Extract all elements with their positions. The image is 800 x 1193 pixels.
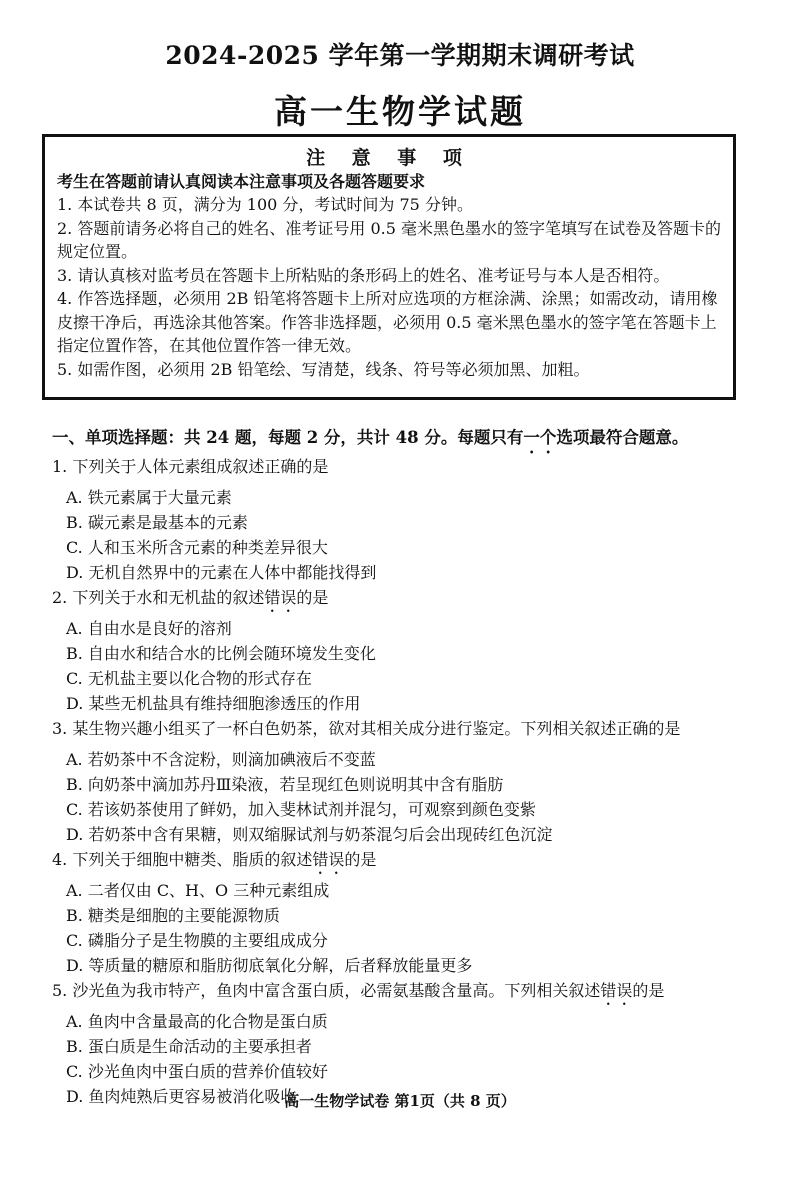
stem-text-end: 的是 [296,588,329,607]
stem-emphasis: 错误 [264,588,297,607]
option-b: B. 糖类是细胞的主要能源物质 [66,906,280,925]
exam-title: 2024-2025 学年第一学期期末调研考试 [165,41,635,70]
stem-text: 2. 下列关于水和无机盐的叙述 [52,588,265,607]
question-3 [52,716,772,847]
notice-item: 4. 作答选择题，必须用 2B 铅笔将答题卡上所对应选项的方框涂满、涂黑；如需改动，请用橡皮擦干净后，再选涂其他答案。作答非选择题，必须用 0.5 毫米黑色墨水的签字笔在答题卡上指定位置作答，在其他位置作答一律无效。 [57,289,718,355]
question-4 [52,847,772,978]
stem-text: 3. 某生物兴趣小组买了一杯白色奶茶，欲对其相关成分进行鉴定。下列相关叙述正确的是 [52,719,681,738]
option-d: D. 若奶茶中含有果糖，则双缩脲试剂与奶茶混匀后会出现砖红色沉淀 [66,825,553,844]
option-d: D. 鱼肉炖熟后更容易被消化吸收 [66,1087,297,1106]
stem-emphasis: 错误 [600,981,633,1000]
option-a: A. 二者仅由 C、H、O 三种元素组成 [66,881,330,900]
question-stem [52,847,772,878]
option-c: C. 沙光鱼肉中蛋白质的营养价值较好 [66,1062,328,1081]
question-1 [52,454,772,585]
section-heading-emphasis: 一个 [523,428,557,447]
page-footer: 高一生物学试卷 第1页（共 8 页） [284,1092,516,1110]
section-heading-text: 一、单项选择题：共 24 题，每题 2 分，共计 48 分。每题只有 [52,428,524,447]
notice-lead: 考生在答题前请认真阅读本注意事项及各题答题要求 [57,172,426,191]
option-b: B. 向奶茶中滴加苏丹Ⅲ染液，若呈现红色则说明其中含有脂肪 [66,775,504,794]
option-c: C. 无机盐主要以化合物的形式存在 [66,669,312,688]
stem-text: 1. 下列关于人体元素组成叙述正确的是 [52,457,329,476]
section-heading-text-end: 选项最符合题意。 [556,428,689,447]
question-stem [52,454,772,485]
option-d: D. 等质量的糖原和脂肪彻底氧化分解，后者释放能量更多 [66,956,473,975]
question-2 [52,585,772,716]
notice-title: 注 意 事 项 [306,147,472,169]
option-a: A. 铁元素属于大量元素 [66,488,232,507]
question-stem [52,978,772,1009]
option-c: C. 若该奶茶使用了鲜奶，加入斐林试剂并混匀，可观察到颜色变紫 [66,800,536,819]
option-c: C. 磷脂分子是生物膜的主要组成成分 [66,931,328,950]
stem-text-end: 的是 [344,850,377,869]
paper-title: 高一生物学试题 [274,92,526,131]
notice-item: 5. 如需作图，必须用 2B 铅笔绘、写清楚，线条、符号等必须加黑、加粗。 [57,359,590,379]
option-d: D. 无机自然界中的元素在人体中都能找得到 [66,563,377,582]
section-heading [52,427,688,457]
option-d: D. 某些无机盐具有维持细胞渗透压的作用 [66,694,361,713]
question-stem [52,716,772,747]
option-a: A. 自由水是良好的溶剂 [66,619,232,638]
option-a: A. 鱼肉中含量最高的化合物是蛋白质 [66,1012,328,1031]
option-a: A. 若奶茶中不含淀粉，则滴加碘液后不变蓝 [66,750,376,769]
stem-text-end: 的是 [632,981,665,1000]
option-b: B. 蛋白质是生命活动的主要承担者 [66,1037,312,1056]
option-b: B. 碳元素是最基本的元素 [66,513,248,532]
option-c: C. 人和玉米所含元素的种类差异很大 [66,538,328,557]
stem-text: 4. 下列关于细胞中糖类、脂质的叙述 [52,850,313,869]
stem-emphasis: 错误 [312,850,345,869]
notice-item: 2. 答题前请务必将自己的姓名、准考证号用 0.5 毫米黑色墨水的签字笔填写在试卷及答题卡的规定位置。 [57,218,721,261]
option-b: B. 自由水和结合水的比例会随环境发生变化 [66,644,376,663]
notice-item: 1. 本试卷共 8 页，满分为 100 分，考试时间为 75 分钟。 [57,195,473,214]
stem-text: 5. 沙光鱼为我市特产，鱼肉中富含蛋白质，必需氨基酸含量高。下列相关叙述 [52,981,601,1000]
notice-item: 3. 请认真核对监考员在答题卡上所粘贴的条形码上的姓名、准考证号与本人是否相符。 [57,265,670,285]
question-list [52,454,772,1109]
notice-box [42,134,736,400]
question-stem [52,585,772,616]
